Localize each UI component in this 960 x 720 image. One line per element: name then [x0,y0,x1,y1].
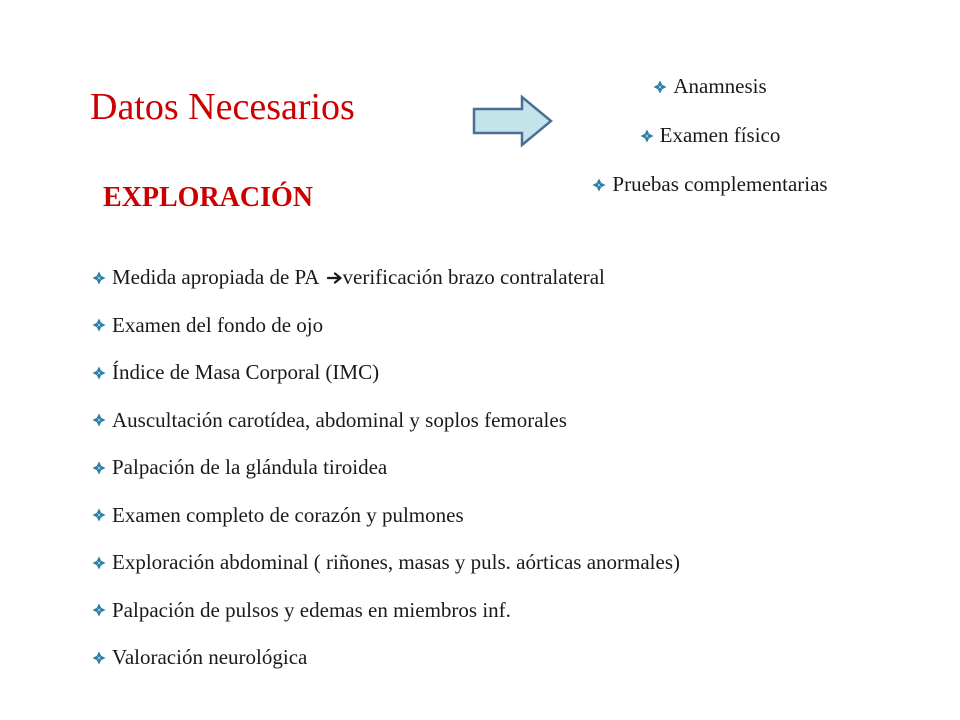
list-item [92,444,680,492]
exam-item-text: Examen completo de corazón y pulmones [112,502,464,527]
data-sources-list [540,62,880,209]
exploration-list [92,254,680,682]
exam-item-text: verificación brazo contralateral [342,265,605,290]
exam-item-text: Valoración neurológica [112,645,308,670]
list-item [92,397,680,445]
diamond-bullet-icon [640,129,654,143]
slide-title: Datos Necesarios [90,86,355,128]
exam-item-text: Exploración abdominal ( riñones, masas y puls. aórticas anormales) [112,550,681,575]
exam-item-text: Examen del fondo de ojo [112,312,324,337]
diamond-bullet-icon [92,461,106,475]
list-item [92,539,680,587]
list-item [92,349,680,397]
data-source-label: Pruebas complementarias [612,172,828,196]
diamond-bullet-icon [92,508,106,522]
list-item [92,587,680,635]
list-item [92,634,680,682]
list-item [540,62,880,111]
exam-item-text: Palpación de la glándula tiroidea [112,455,388,480]
diamond-bullet-icon [92,271,106,285]
list-item [92,302,680,350]
exam-item-text: Palpación de pulsos y edemas en miembros inf. [112,597,511,622]
diamond-bullet-icon [653,80,667,94]
exam-item-text: Medida apropiada de PA [112,265,324,290]
diamond-bullet-icon [92,603,106,617]
list-item [540,111,880,160]
diamond-bullet-icon [92,651,106,665]
exam-item-text: Índice de Masa Corporal (IMC) [112,360,380,385]
diamond-bullet-icon [92,413,106,427]
diamond-bullet-icon [92,366,106,380]
list-item [540,160,880,209]
data-source-label: Anamnesis [673,74,767,98]
exam-item-text: Auscultación carotídea, abdominal y soplos femorales [112,407,567,432]
list-item [92,492,680,540]
diamond-bullet-icon [92,318,106,332]
data-source-label: Examen físico [659,123,781,147]
right-arrow-icon [327,271,343,285]
diamond-bullet-icon [592,178,606,192]
list-item [92,254,680,302]
section-heading: EXPLORACIÓN [103,182,314,213]
diamond-bullet-icon [92,556,106,570]
